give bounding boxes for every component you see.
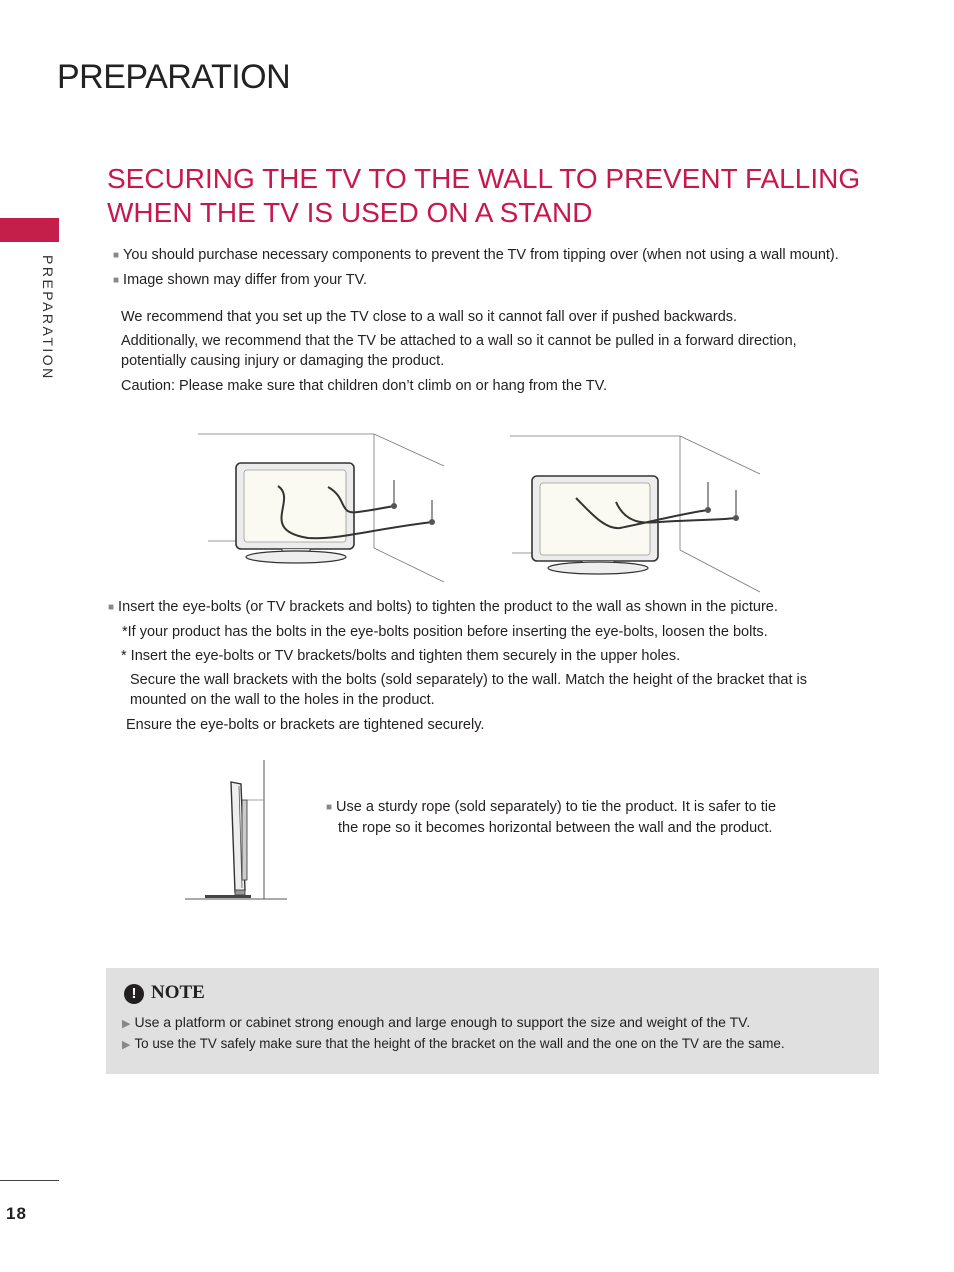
instruction-bullet: ■ Insert the eye-bolts (or TV brackets and bolts) to tighten the product to the wall as shown in the picture. [108,599,778,615]
tv-rope-side-illustration [185,760,295,902]
instruction-note-1: *If your product has the bolts in the eye-bolts position before inserting the eye-bolts, loosen the bolts. [122,624,768,640]
tv-wall-illustration-right [510,432,770,592]
instruction-note-2: * Insert the eye-bolts or TV brackets/bolts and tighten them securely in the upper holes. [121,648,681,664]
rope-instruction: ■ Use a sturdy rope (sold separately) to tie the product. It is safer to tie the rope so it becomes horizontal between the wall and the product. [326,799,777,836]
page-number: 18 [6,1204,27,1223]
recommend-p1: We recommend that you set up the TV close to a wall so it cannot fall over if pushed backwards. [121,309,738,325]
intro-bullets [113,245,913,291]
note-item: ▶ Use a platform or cabinet strong enough and large enough to support the size and weight of the TV. [122,1014,751,1030]
intro-bullet: ■ Image shown may differ from your TV. [113,272,367,288]
side-section-label: PREPARATION [40,255,56,381]
note-box [106,968,879,1074]
recommendation-text [121,307,881,396]
recommend-caution: Caution: Please make sure that children don’t climb on or hang from the TV. [121,378,608,394]
triangle-bullet-icon: ▶ [122,1039,131,1051]
square-bullet-icon: ■ [113,275,120,286]
intro-bullet: ■ You should purchase necessary components to prevent the TV from tipping over (when not using a wall mount). [113,247,839,263]
triangle-bullet-icon: ▶ [122,1018,131,1030]
side-tab-marker [0,218,59,242]
instruction-secure: Secure the wall brackets with the bolts (sold separately) to the wall. Match the height of the bracket that is mounted on the wall to the holes in the product. [130,672,808,708]
square-bullet-icon: ■ [108,602,115,613]
note-item: ▶ To use the TV safely make sure that the height of the bracket on the wall and the one on the TV are the same. [122,1036,785,1051]
exclamation-icon: ! [124,984,144,1004]
instruction-ensure: Ensure the eye-bolts or brackets are tightened securely. [126,717,485,733]
square-bullet-icon: ■ [113,250,120,261]
footer-rule [0,1180,59,1181]
tv-wall-illustration-left [198,430,458,590]
instructions [108,597,908,735]
section-title-line1: SECURING THE TV TO THE WALL TO PREVENT FALLING [107,163,861,194]
page-title: PREPARATION [57,58,291,96]
section-title-line2: WHEN THE TV IS USED ON A STAND [107,197,593,228]
note-heading: NOTE [151,982,205,1003]
section-title [107,162,907,230]
square-bullet-icon: ■ [326,802,333,813]
recommend-p2: Additionally, we recommend that the TV be attached to a wall so it cannot be pulled in a forward direction, potentially causing injury or damaging the product. [121,333,797,369]
